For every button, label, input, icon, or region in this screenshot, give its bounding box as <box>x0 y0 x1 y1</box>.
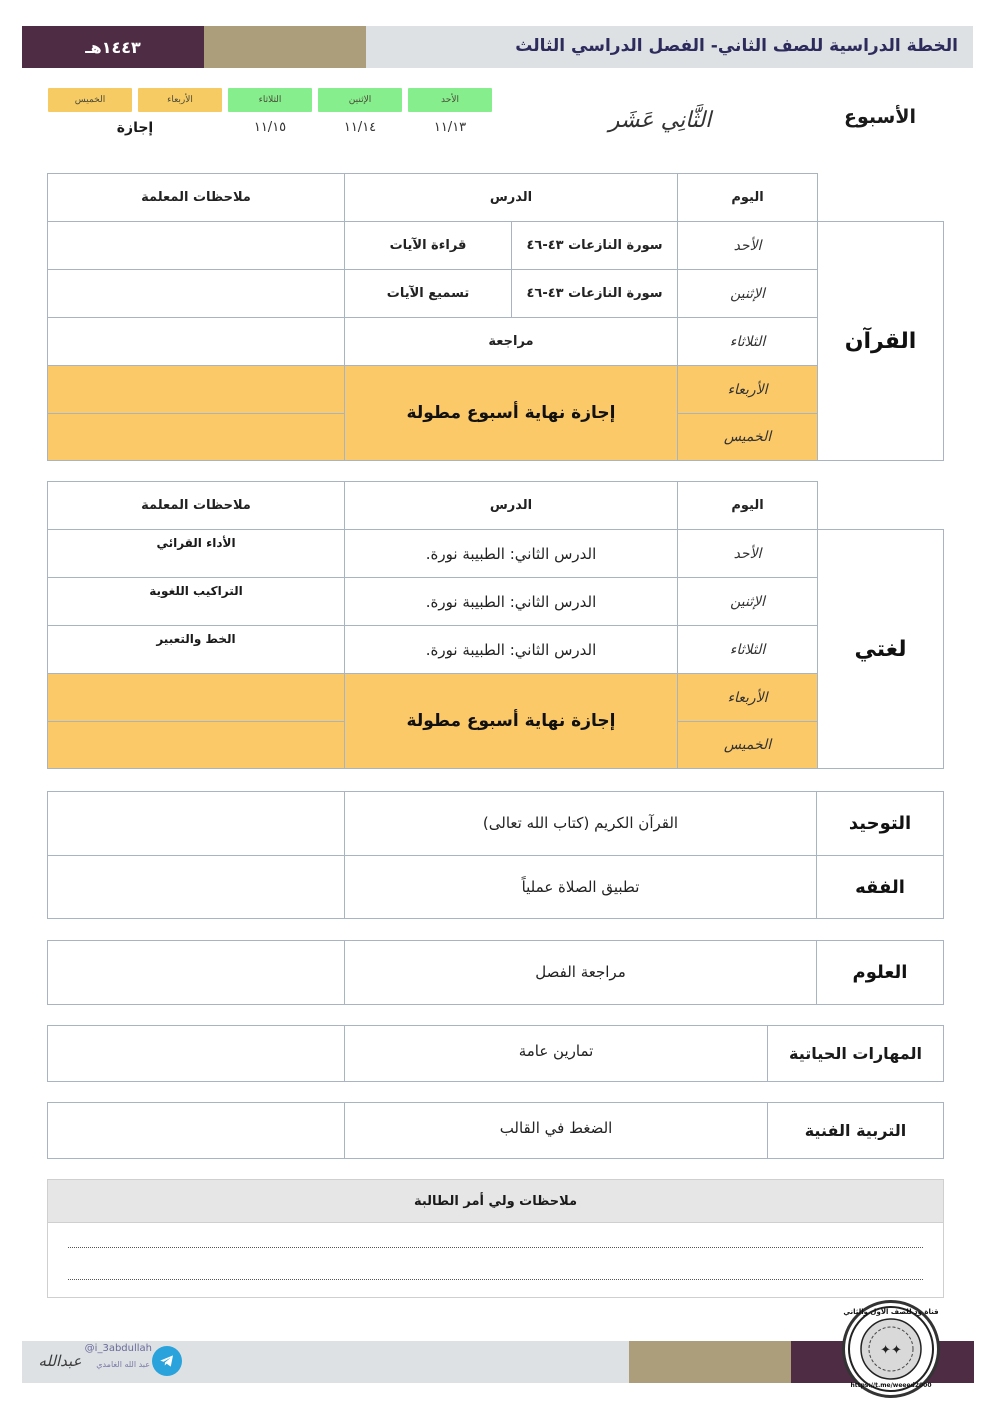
quran-task-monday: تسميع الآيات <box>344 269 512 318</box>
page-title: الخطة الدراسية للصف الثاني- الفصل الدراسي الثالث <box>515 36 958 56</box>
lughati-header-notes: ملاحظات المعلمة <box>47 481 345 530</box>
quran-day-wednesday: الأربعاء <box>677 365 818 414</box>
parent-notes-area <box>47 1222 944 1298</box>
stamp-url: https://t.me/weeed2000 <box>850 1381 932 1389</box>
lughati-notes-tuesday: الخط والتعبير <box>47 625 345 674</box>
header-year-bar <box>22 26 204 68</box>
stamp-text: قناة ود للصف الأول والثاني <box>843 1308 939 1316</box>
lesson-art: الضغط في القالب <box>344 1102 768 1159</box>
lughati-notes-sunday: الأداء القرائي <box>47 529 345 578</box>
lesson-science: مراجعة الفصل <box>344 940 817 1005</box>
telegram-icon[interactable] <box>152 1346 182 1376</box>
header-accent-bar <box>204 26 366 68</box>
lughati-day-thursday: الخميس <box>677 721 818 769</box>
subject-tawheed: التوحيد <box>816 791 944 856</box>
lughati-notes-monday: التراكيب اللغوية <box>47 577 345 626</box>
quran-subject: القرآن <box>817 221 944 461</box>
date-sunday: ١١/١٣ <box>433 119 467 135</box>
quran-holiday-text: إجازة نهاية أسبوع مطولة <box>344 365 678 461</box>
quran-surah-sunday: سورة النازعات ٤٣-٤٦ <box>511 221 678 270</box>
lughati-notes-thursday <box>47 721 345 769</box>
subject-life-skills: المهارات الحياتية <box>767 1025 944 1082</box>
quran-notes-wednesday <box>47 365 345 414</box>
quran-header-notes: ملاحظات المعلمة <box>47 173 345 222</box>
lughati-lesson-tuesday: الدرس الثاني: الطبيبة نورة. <box>344 625 678 674</box>
notes-tawheed <box>47 791 345 856</box>
quran-notes-thursday <box>47 413 345 461</box>
lughati-holiday-text: إجازة نهاية أسبوع مطولة <box>344 673 678 769</box>
holiday-label: إجازة <box>116 120 154 136</box>
subject-science: العلوم <box>816 940 944 1005</box>
quran-notes-monday <box>47 269 345 318</box>
lughati-day-tuesday: الثلاثاء <box>677 625 818 674</box>
day-chip-monday: الإثنين <box>318 88 402 112</box>
notes-science <box>47 940 345 1005</box>
svg-text:✦✦: ✦✦ <box>880 1343 902 1358</box>
day-chip-tuesday: الثلاثاء <box>228 88 312 112</box>
quran-surah-monday: سورة النازعات ٤٣-٤٦ <box>511 269 678 318</box>
day-chip-wednesday: الأربعاء <box>138 88 222 112</box>
day-chip-sunday: الأحد <box>408 88 492 112</box>
telegram-plane-icon <box>158 1352 176 1370</box>
quran-header-lesson: الدرس <box>344 173 678 222</box>
lughati-subject: لغتي <box>817 529 944 769</box>
quran-header-day: اليوم <box>677 173 818 222</box>
notes-fiqh <box>47 855 345 919</box>
lughati-notes-wednesday <box>47 673 345 722</box>
lughati-day-wednesday: الأربعاء <box>677 673 818 722</box>
lughati-day-sunday: الأحد <box>677 529 818 578</box>
footer-accent-bar <box>629 1341 791 1383</box>
parent-notes-title: ملاحظات ولي أمر الطالبة <box>47 1179 944 1223</box>
lughati-header-lesson: الدرس <box>344 481 678 530</box>
signature-logo: عبدالله <box>38 1352 82 1370</box>
subject-art: التربية الفنية <box>767 1102 944 1159</box>
notes-art <box>47 1102 345 1159</box>
quran-task-sunday: قراءة الآيات <box>344 221 512 270</box>
lughati-lesson-monday: الدرس الثاني: الطبيبة نورة. <box>344 577 678 626</box>
hijri-year: ١٤٤٣هـ <box>85 37 141 57</box>
date-tuesday: ١١/١٥ <box>253 119 287 135</box>
telegram-handle[interactable]: @i_3abdullah <box>84 1343 152 1354</box>
week-name: الثَّانِي عَشَر <box>608 107 712 133</box>
lughati-header-day: اليوم <box>677 481 818 530</box>
footer-caption: عبد الله الغامدي <box>96 1360 150 1369</box>
quran-lesson-tuesday: مراجعة <box>344 317 678 366</box>
parent-notes-line-1[interactable] <box>68 1238 923 1248</box>
lesson-life-skills: تمارين عامة <box>344 1025 768 1082</box>
notes-life-skills <box>47 1025 345 1082</box>
quran-notes-tuesday <box>47 317 345 366</box>
quran-notes-sunday <box>47 221 345 270</box>
lesson-tawheed: القرآن الكريم (كتاب الله تعالى) <box>344 791 817 856</box>
quran-day-sunday: الأحد <box>677 221 818 270</box>
parent-notes-line-2[interactable] <box>68 1270 923 1280</box>
subject-fiqh: الفقه <box>816 855 944 919</box>
quran-day-thursday: الخميس <box>677 413 818 461</box>
lughati-lesson-sunday: الدرس الثاني: الطبيبة نورة. <box>344 529 678 578</box>
date-monday: ١١/١٤ <box>343 119 377 135</box>
lesson-fiqh: تطبيق الصلاة عملياً <box>344 855 817 919</box>
week-label: الأسبوع <box>844 106 916 128</box>
quran-day-tuesday: الثلاثاء <box>677 317 818 366</box>
day-chip-thursday: الخميس <box>48 88 132 112</box>
lughati-day-monday: الإثنين <box>677 577 818 626</box>
quran-day-monday: الإثنين <box>677 269 818 318</box>
